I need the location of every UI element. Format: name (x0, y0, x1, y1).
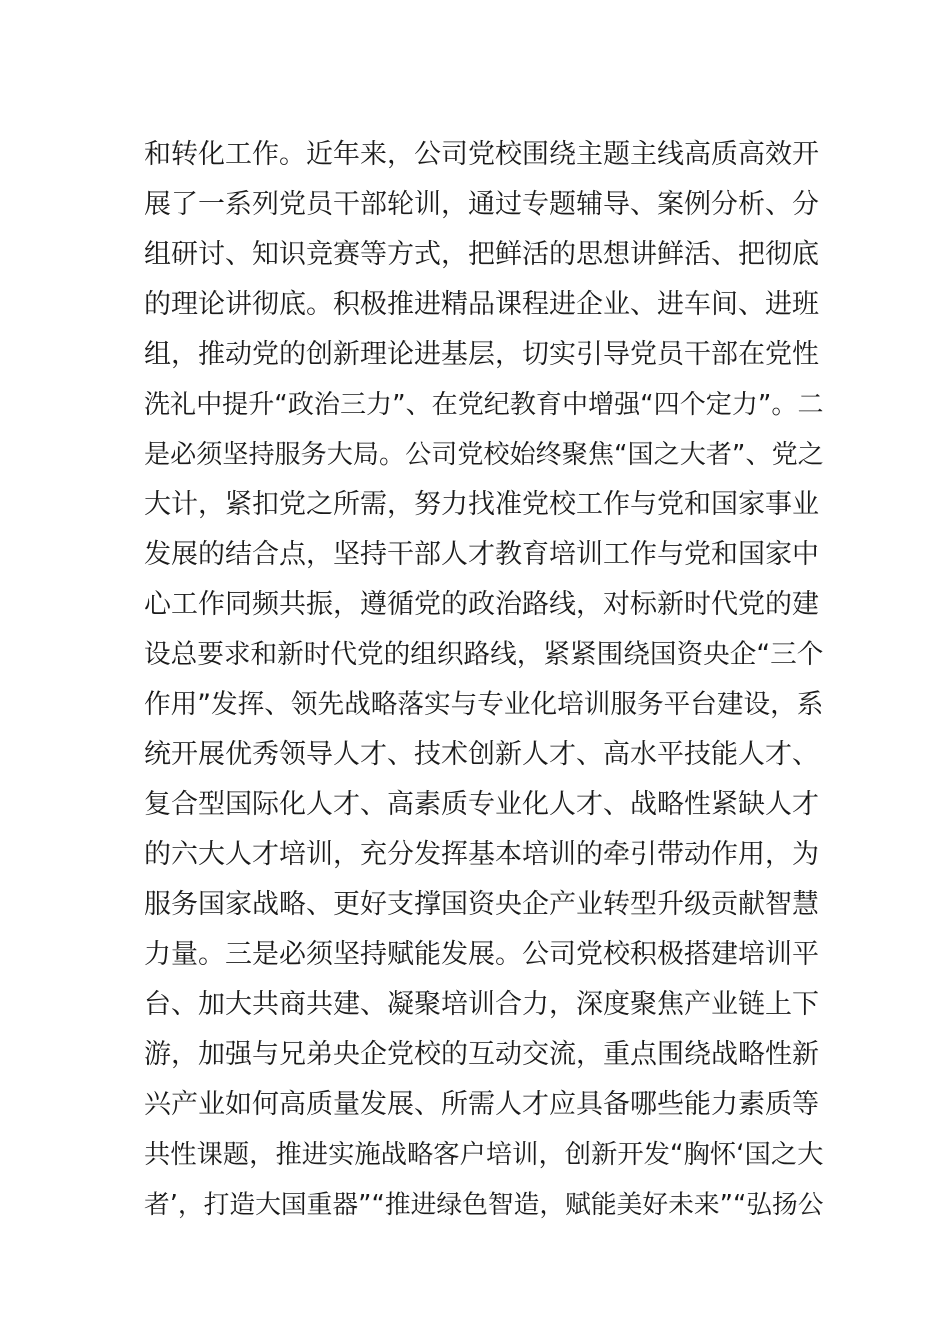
text-line: 者’，打造大国重器”“推进绿色智造，赋能美好未来”“弘扬公 (144, 1190, 824, 1220)
text-line: 游，加强与兄弟央企党校的互动交流，重点围绕战略性新 (144, 1039, 819, 1070)
body-paragraph (144, 130, 824, 1230)
text-line: 统开展优秀领导人才、技术创新人才、高水平技能人才、 (144, 739, 819, 770)
text-line: 是必须坚持服务大局。公司党校始终聚焦“国之大者”、党之 (144, 440, 824, 470)
text-line: 心工作同频共振，遵循党的政治路线，对标新时代党的建 (144, 589, 819, 620)
text-line: 组，推动党的创新理论进基层，切实引导党员干部在党性 (144, 339, 819, 370)
text-line: 洗礼中提升“政治三力”、在党纪教育中增强“四个定力”。二 (144, 390, 824, 420)
text-line: 作用”发挥、领先战略落实与专业化培训服务平台建设，系 (144, 689, 824, 720)
text-line: 复合型国际化人才、高素质专业化人才、战略性紧缺人才 (144, 789, 819, 820)
text-line: 的六大人才培训，充分发挥基本培训的牵引带动作用，为 (144, 839, 819, 870)
text-line: 大计，紧扣党之所需，努力找准党校工作与党和国家事业 (144, 489, 819, 520)
text-line: 力量。三是必须坚持赋能发展。公司党校积极搭建培训平 (144, 939, 819, 970)
text-line: 组研讨、知识竞赛等方式，把鲜活的思想讲鲜活、把彻底 (144, 239, 819, 270)
text-line: 的理论讲彻底。积极推进精品课程进企业、进车间、进班 (144, 289, 819, 320)
text-line: 服务国家战略、更好支撑国资央企产业转型升级贡献智慧 (144, 889, 819, 920)
text-line: 和转化工作。近年来，公司党校围绕主题主线高质高效开 (144, 139, 819, 170)
text-line: 展了一系列党员干部轮训，通过专题辅导、案例分析、分 (144, 189, 819, 220)
text-line: 台、加大共商共建、凝聚培训合力，深度聚焦产业链上下 (144, 989, 819, 1020)
text-line: 设总要求和新时代党的组织路线，紧紧围绕国资央企“三个 (144, 639, 824, 670)
text-line: 兴产业如何高质量发展、所需人才应具备哪些能力素质等 (144, 1089, 819, 1120)
text-line: 共性课题，推进实施战略客户培训，创新开发“胸怀‘国之大 (144, 1140, 824, 1170)
text-line: 发展的结合点，坚持干部人才教育培训工作与党和国家中 (144, 539, 819, 570)
